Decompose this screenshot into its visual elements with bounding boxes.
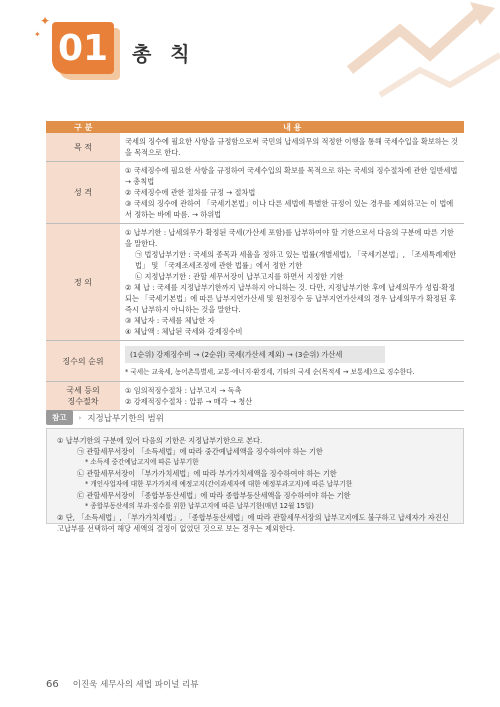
column-header: 내 용 <box>121 121 465 133</box>
list-item: ③ 국세의 징수에 관하여 「국세기본법」이나 다른 세법에 특별한 규정이 있는 경우를 제외하고는 이 법에서 정하는 바에 따름. → 하위법 <box>125 199 454 219</box>
row-label-line: 징수절차 <box>67 397 99 406</box>
page-title: 총 칙 <box>132 42 196 66</box>
reference-tag: 참고 <box>46 410 73 425</box>
chapter-badge: 01 <box>52 22 114 74</box>
list-item: ① 납부기한의 구분에 있어 다음의 기한은 지정납부기한으로 본다. <box>57 436 263 445</box>
page-number: 66 <box>46 678 59 690</box>
list-item: ㉡ 관할세무서장이 「부가가치세법」에 따라 부가가치세액을 징수하여야 하는 기한 <box>77 469 337 478</box>
reference-box <box>46 428 464 533</box>
table-row <box>46 162 464 224</box>
note-text: * 국세는 교육세, 농어촌특별세, 교통·에너지·환경세, 기타의 국세 순(목적세 → 보통세)으로 징수한다. <box>125 368 415 376</box>
note-text: * 개인사업자에 대한 부가가치세 예정고지(간이과세자에 대한 예정부과고지)에 따른 납부기한 <box>85 480 353 488</box>
row-content <box>121 162 465 224</box>
chevron-right-icon: › <box>78 413 82 422</box>
table-row <box>46 341 464 382</box>
list-item: ② 체 납 : 국세를 지정납부기한까지 납부하지 아니하는 것. 다만, 지정납부기한 후에 납세의무가 성립·확정되는 「국세기본법」에 따른 납부지연가산세 및 원천징수 등 납부지연가산세의 경우 납세의무가 확정된 후 즉시 납부하지 아니하는 것을 말한다. <box>125 283 457 314</box>
list-item: ② 국세징수에 관한 절차를 규정 → 절차법 <box>125 188 256 197</box>
table-row <box>46 382 464 411</box>
page-footer <box>46 678 199 690</box>
list-item: ② 단, 「소득세법」, 「부가가치세법」, 「종합부동산세법」에 따라 관할세무서장의 납부고지에도 불구하고 납세자가 자진신고납부를 선택하여 해당 세액의 결정이 없었던 것으로 보는 경우는 제외한다. <box>57 513 449 533</box>
book-title: 이진욱 세무사의 세법 파이널 리뷰 <box>72 680 199 690</box>
row-label: 목 적 <box>46 133 121 162</box>
row-content <box>121 341 465 382</box>
list-item: ① 임의적징수절차 : 납부고지 → 독촉 <box>125 386 242 395</box>
list-item: ③ 체납자 : 국세를 체납한 자 <box>125 316 215 325</box>
list-item: ② 강제적징수절차 : 압류 → 매각 → 청산 <box>125 397 253 406</box>
row-content <box>121 224 465 341</box>
order-box: (1순위) 강제징수비 → (2순위) 국세(가산세 제외) → (3순위) 가산세 <box>125 346 385 363</box>
table-row <box>46 133 464 162</box>
note-text: * 종합부동산세의 부과·징수를 위한 납부고지에 따른 납부기한(매년 12월 15일) <box>85 502 314 510</box>
column-header: 구 분 <box>46 121 121 133</box>
list-item: ㉠ 법정납부기한 : 국세의 종목과 세율을 정하고 있는 법률(개별세법), 「국세기본법」, 「조세특례제한법」 및 「국제조세조정에 관한 법률」에서 정한 기한 <box>135 250 457 270</box>
row-content <box>121 382 465 411</box>
list-item: ㉠ 관할세무서장이 「소득세법」에 따라 중간예납세액을 징수하여야 하는 기한 <box>77 447 323 456</box>
row-content: 국세의 징수에 필요한 사항을 규정함으로써 국민의 납세의무의 적정한 이행을 통해 국세수입을 확보하는 것을 목적으로 한다. <box>121 133 465 162</box>
sparkle-icon: ✦ <box>40 14 51 28</box>
row-label: 징수의 순위 <box>46 341 121 382</box>
list-item: ① 납부기한 : 납세의무가 확정된 국세(가산세 포함)를 납부하여야 할 기한으로서 다음의 구분에 따른 기한을 말한다. <box>125 228 454 248</box>
list-item: ㉡ 지정납부기한 : 관할 세무서장이 납부고지를 하면서 지정한 기한 <box>135 272 344 281</box>
row-label-line: 국세 등의 <box>66 386 100 395</box>
list-item: ① 국세징수에 필요한 사항을 규정하여 국세수입의 확보를 목적으로 하는 국세의 징수절차에 관한 일반세법 → 총칙법 <box>125 166 458 186</box>
sparkle-icon: ✦ <box>34 30 41 39</box>
table-header-row <box>46 121 464 133</box>
row-label: 성 격 <box>46 162 121 224</box>
summary-table <box>46 121 464 411</box>
list-item: ㉢ 관할세무서장이 「종합부동산세법」에 따라 종합부동산세액을 징수하여야 하는 기한 <box>77 491 351 500</box>
reference-heading <box>46 410 164 425</box>
table-row <box>46 224 464 341</box>
list-item: ④ 체납액 : 체납된 국세와 강제징수비 <box>125 327 243 336</box>
reference-title: 지정납부기한의 범위 <box>87 413 164 424</box>
row-label: 정 의 <box>46 224 121 341</box>
row-label <box>46 382 121 411</box>
note-text: * 소득세 중간예납고지에 따른 납부기한 <box>85 458 199 466</box>
